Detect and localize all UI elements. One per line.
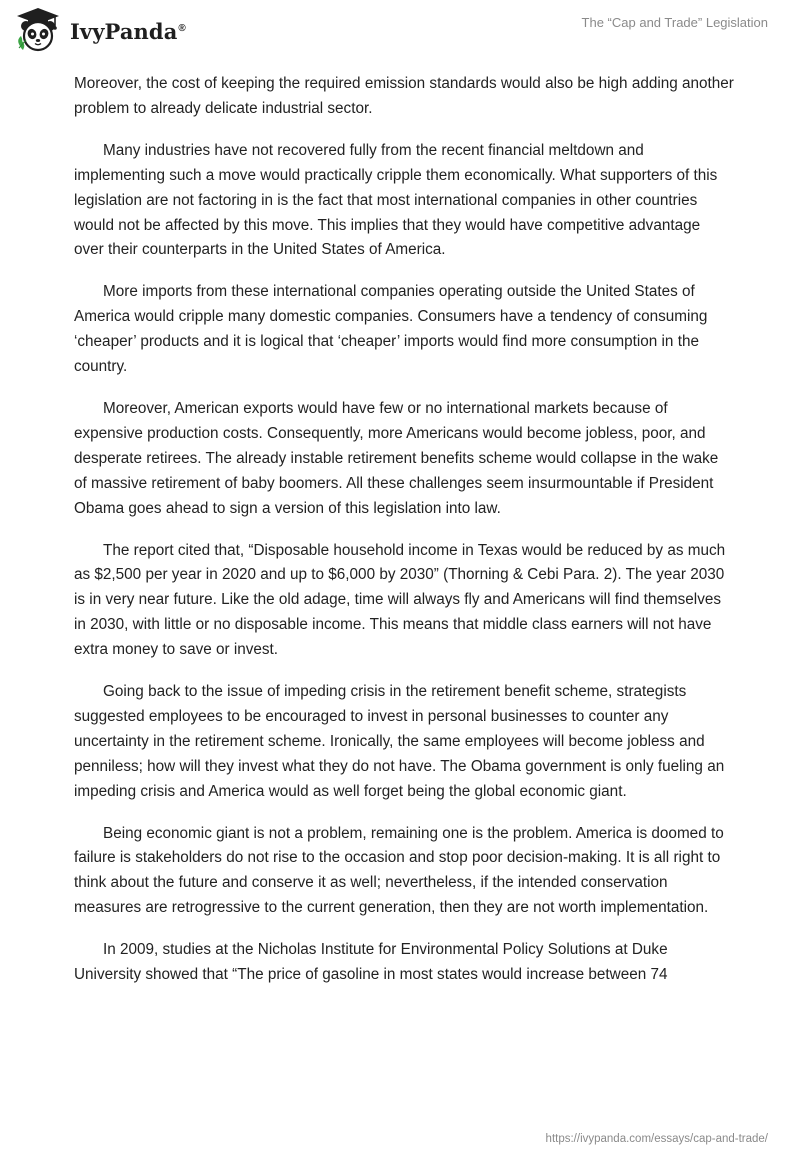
logo-wordmark — [70, 19, 186, 44]
ivypanda-logo[interactable] — [14, 6, 186, 54]
source-url[interactable]: https://ivypanda.com/essays/cap-and-trade/ — [545, 1133, 768, 1145]
essay-body — [74, 72, 734, 1005]
paragraph-8: In 2009, studies at the Nicholas Institute for Environmental Policy Solutions at Duke University showed that “The price of gasoline in most states would increase between 74 — [74, 941, 668, 984]
panda-graduate-icon — [14, 6, 62, 54]
logo-name: IvyPanda — [70, 18, 178, 44]
paragraph-4: Moreover, American exports would have few or no international markets because of expensive production costs. Consequently, more Americans would become jobless, poor, and desperate retirees. The already instable retirement benefits scheme would collapse in the wake of massive retirement of baby boomers. All these challenges seem insurmountable if President Obama goes ahead to sign a version of this legislation into law. — [74, 399, 719, 517]
paragraph-6: Going back to the issue of impeding crisis in the retirement benefit scheme, strategists suggested employees to be encouraged to invest in personal businesses to counter any uncertainty in the retirement scheme. Ironically, the same employees will become jobless and penniless; how will they invest what they do not have. The Obama government is only fueling an impeding crisis and America would as well forget being the global economic giant. — [74, 683, 725, 800]
paragraph-7: Being economic giant is not a problem, remaining one is the problem. America is doomed to failure is stakeholders do not rise to the occasion and stop poor decision-making. It is all right to think about the future and conserve it as well; nevertheless, if the intended conservation measures are retrogressive to the current generation, then they are not worth implementation. — [74, 824, 724, 917]
page-header — [0, 0, 800, 68]
document-title: The “Cap and Trade” Legislation — [581, 15, 768, 30]
paragraph-3: More imports from these international companies operating outside the United States of America would cripple many domestic companies. Consumers have a tendency of consuming ‘cheaper’ products and it is logical that ‘cheaper’ imports would find more consumption in the country. — [74, 283, 708, 376]
paragraph-1: Moreover, the cost of keeping the required emission standards would also be high adding another problem to already delicate industrial sector. — [74, 75, 734, 117]
paragraph-2: Many industries have not recovered fully from the recent financial meltdown and implementing such a move would practically cripple them economically. What supporters of this legislation are not factoring in is the fact that most international companies in other countries would not be affected by this move. This implies that they would have competitive advantage over their counterparts in the United States of America. — [74, 141, 718, 259]
paragraph-5: The report cited that, “Disposable household income in Texas would be reduced by as much as $2,500 per year in 2020 and up to $6,000 by 2030” (Thorning & Cebi Para. 2). The year 2030 is in very near future. Like the old adage, time will always fly and Americans will find themselves in 2030, with little or no disposable income. This means that middle class earners will not have extra money to save or invest. — [74, 541, 726, 659]
registered-mark: ® — [178, 22, 186, 34]
